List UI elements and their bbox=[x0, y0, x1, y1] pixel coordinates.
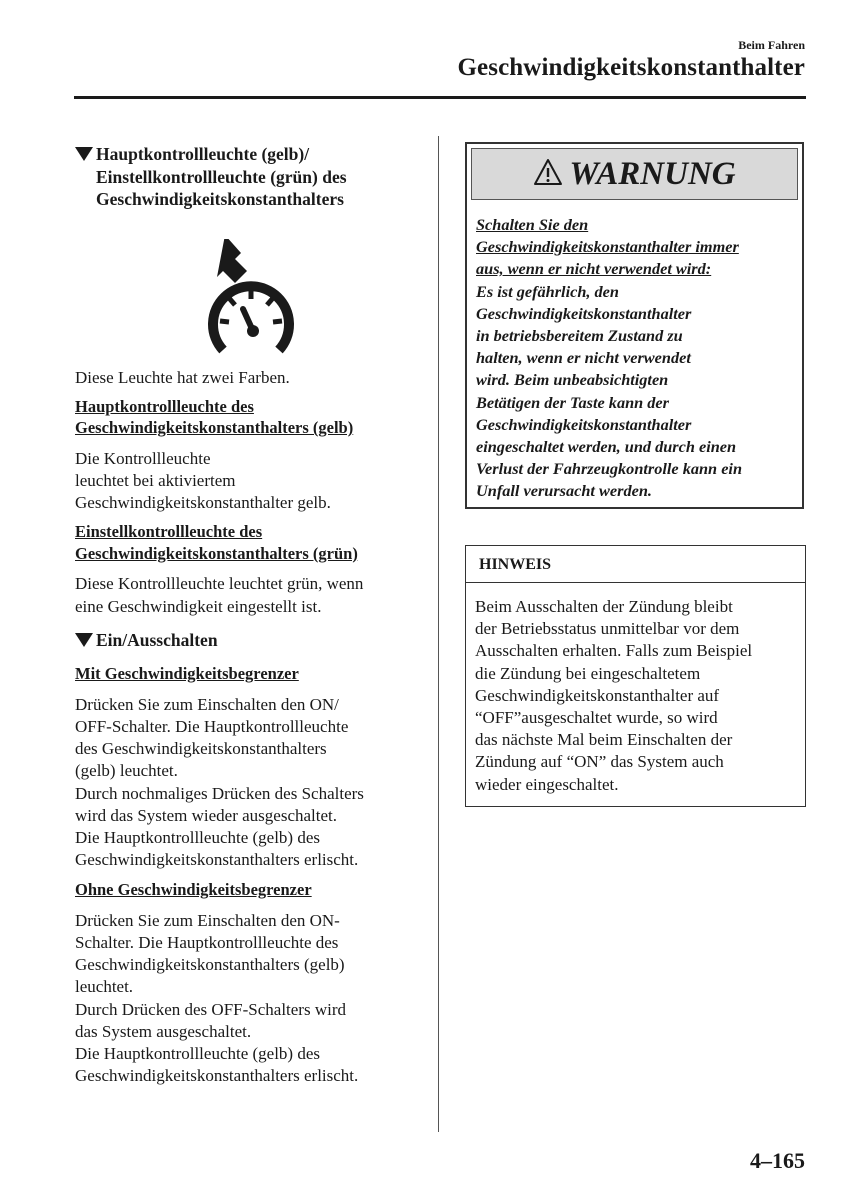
paragraph-set-indicator: Diese Kontrollleuchte leuchtet grün, wenn eine Geschwindigkeit eingestellt ist. bbox=[75, 574, 364, 616]
warning-title: WARNUNG bbox=[569, 155, 736, 192]
warning-triangle-icon bbox=[533, 158, 563, 191]
section-heading-onoff bbox=[75, 629, 425, 652]
left-column bbox=[75, 143, 425, 1087]
paragraph-main-indicator: Die Kontrollleuchte leuchtet bei aktiviertem Geschwindigkeitskonstanthalter gelb. bbox=[75, 448, 331, 513]
section-label: Beim Fahren bbox=[738, 38, 805, 52]
column-divider bbox=[438, 136, 439, 1132]
warning-text: Es ist gefährlich, den Geschwindigkeitskonstanthalter in betriebsbereitem Zustand zu halten, wenn er nicht verwendet wird. Beim unbeabsichtigten Betätigen der Taste kann der Geschwindigkeitskonstanthalter eingeschaltet werden, und durch einen Verlust der Fahrzeugkontrolle kann ein Unfall verursacht werden. bbox=[476, 281, 742, 501]
note-text: Beim Ausschalten der Zündung bleibt der Betriebsstatus unmittelbar vor dem Ausschalten erhalten. Falls zum Beispiel die Zündung bei eingeschaltetem Geschwindigkeitskonstanthalter auf “OFF”ausgeschaltet wurde, so wird das nächste Mal beim Einschalten der Zündung auf “ON” das System auch wieder eingeschaltet. bbox=[475, 597, 753, 794]
section-heading-indicator bbox=[75, 143, 425, 211]
paragraph-with-limiter: Drücken Sie zum Einschalten den ON/ OFF-Schalter. Die Hauptkontrollleuchte des Geschwindigkeitskonstanthalters (gelb) leuchtet. Durch nochmaliges Drücken des Schalters wird das System wieder ausgeschaltet. Die Hauptkontrollleuchte (gelb) des Geschwindigkeitskonstanthalters erlischt. bbox=[75, 694, 364, 870]
note-title: HINWEIS bbox=[466, 546, 805, 583]
paragraph-without-limiter: Drücken Sie zum Einschalten den ON- Schalter. Die Hauptkontrollleuchte des Geschwindigkeitskonstanthalters (gelb) leuchtet. Durch Drücken des OFF-Schalters wird das System ausgeschaltet. Die Hauptkontrollleuchte (gelb) des Geschwindigkeitskonstanthalters erlischt. bbox=[75, 910, 359, 1086]
triangle-bullet-icon bbox=[75, 147, 93, 161]
warning-lead-text: Schalten Sie den Geschwindigkeitskonstanthalter immer aus, wenn er nicht verwendet wird: bbox=[476, 215, 739, 279]
subheading-with-limiter: Mit Geschwindigkeitsbegrenzer bbox=[75, 664, 299, 684]
triangle-bullet-icon bbox=[75, 633, 93, 647]
section-heading-text: Ein/Ausschalten bbox=[96, 629, 218, 650]
subheading-set-indicator: Einstellkontrollleuchte des Geschwindigkeitskonstanthalters (grün) bbox=[75, 522, 358, 563]
note-box bbox=[465, 545, 806, 807]
intro-text: Diese Leuchte hat zwei Farben. bbox=[75, 367, 290, 387]
subheading-without-limiter: Ohne Geschwindigkeitsbegrenzer bbox=[75, 880, 312, 900]
warning-header bbox=[471, 148, 798, 200]
subheading-main-indicator: Hauptkontrollleuchte des Geschwindigkeitskonstanthalters (gelb) bbox=[75, 396, 354, 438]
page-number: 4–165 bbox=[750, 1148, 805, 1173]
warning-box bbox=[465, 142, 804, 509]
page-title: Geschwindigkeitskonstanthalter bbox=[457, 54, 805, 81]
section-heading-text: Hauptkontrollleuchte (gelb)/ Einstellkontrollleuchte (grün) des Geschwindigkeitskonstanthalters bbox=[96, 144, 347, 209]
warning-body bbox=[467, 204, 802, 503]
header-divider bbox=[74, 96, 806, 99]
cruise-control-indicator-icon bbox=[201, 239, 301, 359]
